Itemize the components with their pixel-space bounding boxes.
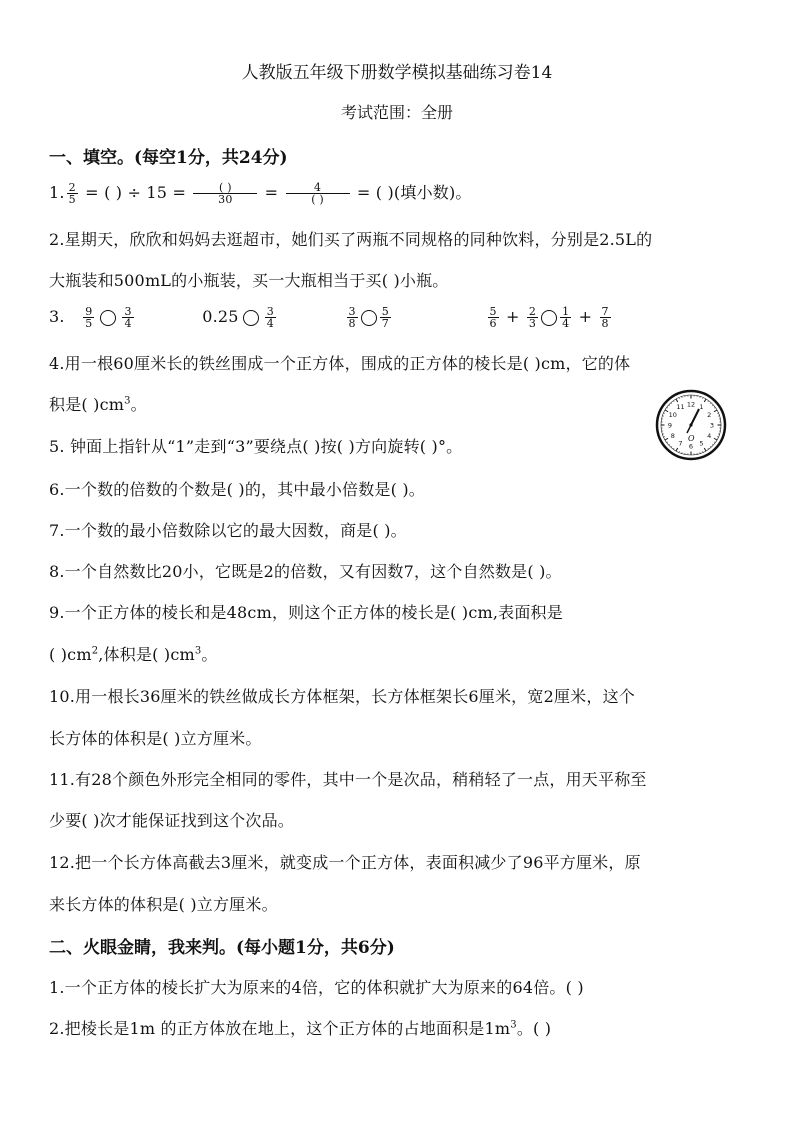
clock-number: 11 bbox=[676, 403, 685, 412]
clock-number: 7 bbox=[678, 439, 683, 448]
question-2-line-1: 2.星期天，欣欣和妈妈去逛超市，她们买了两瓶不同规格的同种饮料，分别是2.5L的 bbox=[49, 230, 653, 249]
q3d-fraction-1: $\frac{5}{6}$ bbox=[489, 305, 497, 330]
q3a-fraction-left: $\frac{9}{5}$ bbox=[85, 305, 93, 330]
q3a-fraction-right: $\frac{3}{4}$ bbox=[124, 305, 132, 330]
compare-circle bbox=[100, 310, 116, 326]
clock-number: 12 bbox=[686, 400, 696, 409]
question-4-line-1: 4.用一根60厘米长的铁丝围成一个正方体，围成的正方体的棱长是( )cm，它的体 bbox=[49, 354, 631, 373]
clock-number: 2 bbox=[707, 410, 712, 419]
question-11-line-2: 少要( )次才能保证找到这个次品。 bbox=[49, 811, 294, 830]
clock-number: 6 bbox=[688, 442, 694, 451]
clock-number: 3 bbox=[709, 421, 715, 430]
question-5: 5. 钟面上指针从“1”走到“3”要绕点( )按( )方向旋转( )°。 bbox=[49, 437, 463, 456]
question-9-line-1: 9.一个正方体的棱长和是48cm，则这个正方体的棱长是( )cm,表面积是 bbox=[49, 603, 563, 622]
question-10-line-1: 10.用一根长36厘米的铁丝做成长方体框架，长方体框架长6厘米，宽2厘米，这个 bbox=[49, 687, 635, 706]
clock-number: 9 bbox=[667, 421, 673, 430]
q3-number: 3. bbox=[49, 307, 65, 326]
q1-tail: = ( )(填小数)。 bbox=[356, 183, 472, 202]
judgement-1: 1.一个正方体的棱长扩大为原来的4倍，它的体积就扩大为原来的64倍。( ) bbox=[49, 978, 584, 997]
question-7: 7.一个数的最小倍数除以它的最大因数，商是( )。 bbox=[49, 521, 407, 540]
compare-circle bbox=[243, 310, 259, 326]
section-1-heading: 一、填空。(每空1分，共24分) bbox=[49, 148, 288, 168]
q3c-fraction-left: $\frac{3}{8}$ bbox=[348, 305, 356, 330]
q1-part: = ( ) ÷ 15 = bbox=[85, 183, 187, 202]
clock-number: 10 bbox=[668, 410, 677, 419]
question-1 bbox=[49, 180, 472, 205]
plus-sign: + bbox=[578, 307, 593, 326]
q1-number: 1. bbox=[49, 183, 65, 202]
question-9-line-2: ( )$cm^2$,体积是( )$cm^3$。 bbox=[49, 645, 218, 664]
q1-equals: = bbox=[264, 183, 279, 202]
compare-circle bbox=[361, 310, 377, 326]
question-3 bbox=[49, 306, 613, 329]
plus-sign: + bbox=[506, 307, 520, 326]
q1-fraction-3: $\frac{4}{( )}$ bbox=[286, 182, 350, 205]
question-8: 8.一个自然数比20小，它既是2的倍数，又有因数7，这个自然数是( )。 bbox=[49, 562, 562, 581]
q3c-fraction-right: $\frac{5}{7}$ bbox=[381, 305, 389, 330]
exam-scope: 考试范围：全册 bbox=[340, 103, 453, 122]
q3d-fraction-4: $\frac{7}{8}$ bbox=[601, 305, 609, 330]
question-4-line-2: 积是( )$cm^3$。 bbox=[49, 395, 147, 414]
clock-number: 4 bbox=[707, 431, 712, 440]
clock-number: 1 bbox=[699, 403, 704, 412]
question-10-line-2: 长方体的体积是( )立方厘米。 bbox=[49, 729, 262, 748]
clock-center-label: O bbox=[688, 434, 695, 443]
q1-fraction-2: $\frac{( )}{30}$ bbox=[193, 182, 257, 205]
clock-number: 5 bbox=[699, 439, 704, 448]
q3d-fraction-3: $\frac{1}{4}$ bbox=[562, 305, 570, 330]
q3d-fraction-2: $\frac{2}{3}$ bbox=[528, 305, 537, 330]
question-12-line-1: 12.把一个长方体高截去3厘米，就变成一个正方体，表面积减少了96平方厘米，原 bbox=[49, 853, 641, 872]
clock-icon bbox=[655, 389, 727, 461]
judgement-2: 2.把棱长是1m 的正方体放在地上，这个正方体的占地面积是$1m^3$。( ) bbox=[49, 1019, 552, 1038]
question-12-line-2: 来长方体的体积是( )立方厘米。 bbox=[49, 895, 278, 914]
q3b-fraction: $\frac{3}{4}$ bbox=[266, 305, 274, 330]
question-6: 6.一个数的倍数的个数是( )的，其中最小倍数是( )。 bbox=[49, 480, 426, 499]
page-title: 人教版五年级下册数学模拟基础练习卷14 bbox=[241, 63, 553, 83]
question-2-line-2: 大瓶装和500mL的小瓶装，买一大瓶相当于买( )小瓶。 bbox=[49, 271, 449, 290]
q1-fraction-1: $\frac{2}{5}$ bbox=[68, 181, 76, 206]
question-11-line-1: 11.有28个颜色外形完全相同的零件，其中一个是次品，稍稍轻了一点，用天平称至 bbox=[49, 770, 647, 789]
q3b-decimal: 0.25 bbox=[202, 307, 239, 326]
clock-number: 8 bbox=[670, 431, 675, 440]
compare-circle bbox=[541, 310, 557, 326]
section-2-heading: 二、火眼金睛，我来判。(每小题1分，共6分) bbox=[49, 938, 395, 958]
